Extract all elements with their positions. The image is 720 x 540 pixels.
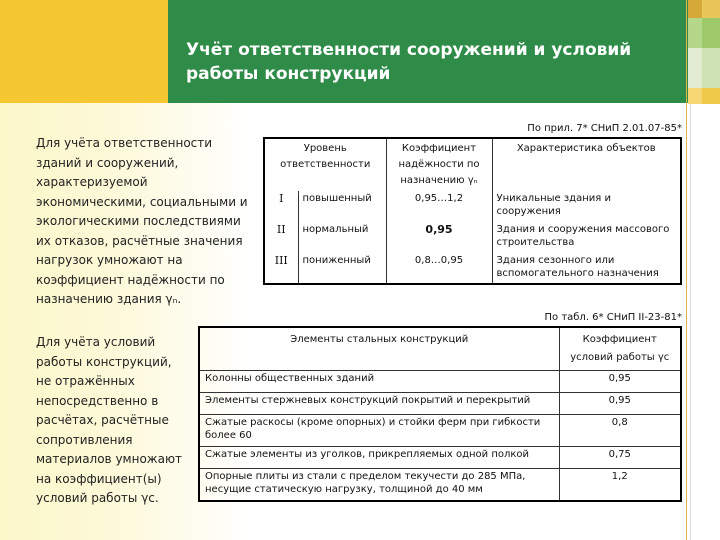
table2-caption: По табл. 6* СНиП II-23-81* [544,312,682,323]
element-cell: Сжатые элементы из уголков, прикрепляемых одной полкой [199,447,559,469]
page-title: Учёт ответственности сооружений и условий работы конструкций [186,40,632,84]
work-conditions-table [198,326,682,502]
table-row [199,447,681,469]
element-cell: Сжатые раскосы (кроме опорных) и стойки ферм при гибкости более 60 [199,415,559,447]
coef-cell: 0,95 [386,222,492,253]
coef-cell: 1,2 [559,469,681,501]
element-cell: Колонны общественных зданий [199,371,559,393]
table2-header-coef: Коэффициент условий работы γc [559,327,681,371]
deco-square [702,48,720,88]
divider [686,0,687,540]
deco-square [688,88,702,104]
deco-square [702,18,720,48]
table2-header-element: Элементы стальных конструкций [290,334,469,345]
deco-square [688,48,702,88]
element-cell: Элементы стержневых конструкций покрытий и перекрытий [199,393,559,415]
table-row [264,253,681,284]
row-number: III [274,254,288,267]
table-row [199,469,681,501]
deco-square [688,0,702,18]
table-row [199,415,681,447]
level-cell: нормальный [298,222,386,253]
desc-cell: Здания и сооружения массового строительства [492,222,681,253]
row-number: II [276,223,286,236]
deco-square [702,0,720,18]
coef-cell: 0,8 [559,415,681,447]
table-row [264,222,681,253]
header-accent [0,0,168,103]
coef-cell: 0,95 [559,393,681,415]
table-row [199,371,681,393]
coef-cell: 0,8…0,95 [386,253,492,284]
row-number: I [279,192,284,205]
responsibility-paragraph: Для учёта ответственности зданий и сооружений, характеризуемой экономическими, социальными и экологическими последствиями их отказов, расчётные значения нагрузок умножают на коэффициент надёжности по назначению здания γₙ. [36,136,248,306]
work-conditions-paragraph: Для учёта условий работы конструкций, не отражённых непосредственно в расчётах, расчётные сопротивления материалов умножают на коэффициент(ы) условий работы γc. [36,335,183,505]
level-cell: пониженный [298,253,386,284]
coef-cell: 0,75 [559,447,681,469]
table-row [199,393,681,415]
table1-header-level: Уровень ответственности [280,143,371,170]
deco-square [688,18,702,48]
coef-cell: 0,95 [559,371,681,393]
responsibility-table [263,137,682,285]
table-row [264,191,681,222]
deco-square [702,88,720,104]
table1-caption: По прил. 7* СНиП 2.01.07-85* [527,123,682,134]
table1-header-coef: Коэффициент надёжности по назначению γₙ [386,138,492,191]
divider [690,104,691,540]
coef-cell: 0,95…1,2 [386,191,492,222]
element-cell: Опорные плиты из стали с пределом текучести до 285 МПа, несущие статическую нагрузку, толщиной до 40 мм [199,469,559,501]
desc-cell: Уникальные здания и сооружения [492,191,681,222]
table1-header-desc: Характеристика объектов [492,138,681,191]
desc-cell: Здания сезонного или вспомогательного назначения [492,253,681,284]
level-cell: повышенный [298,191,386,222]
